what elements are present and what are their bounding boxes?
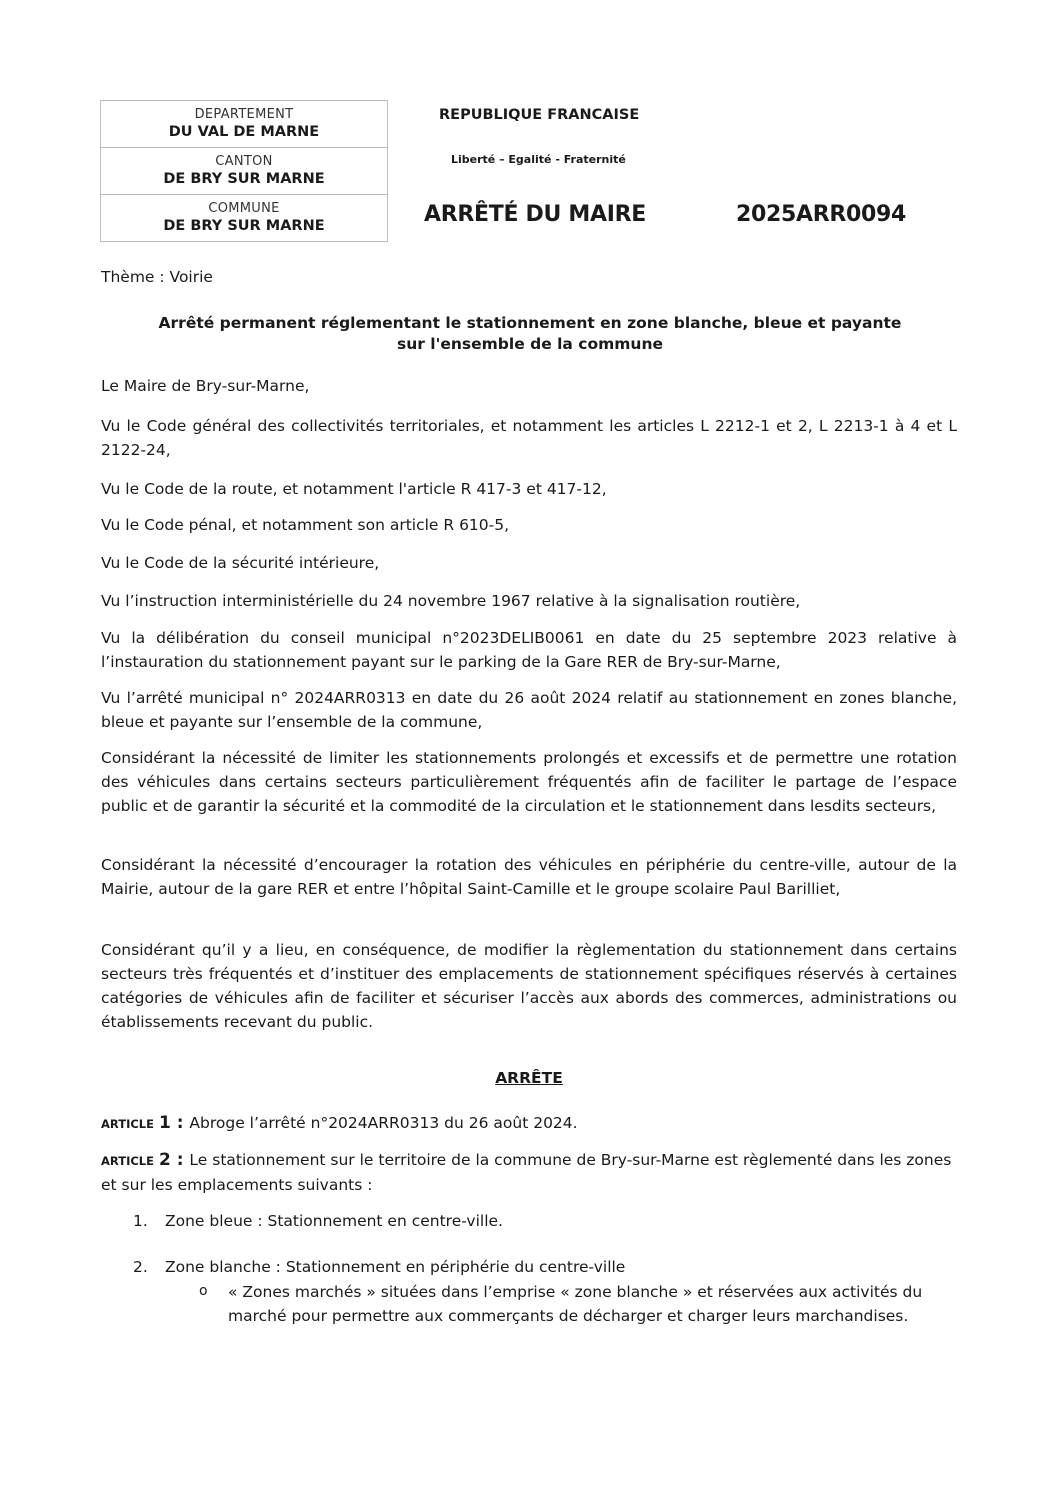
republic-motto: Liberté – Egalité - Fraternité xyxy=(451,153,626,166)
paragraph-vu-arrete-municipal: Vu l’arrêté municipal n° 2024ARR0313 en date du 26 août 2024 relatif au stationnement en zones blanche, bleue et payante sur l’ensemble de la commune, xyxy=(101,689,957,731)
article-1 xyxy=(101,1111,957,1136)
sub-item-text: « Zones marchés » situées dans l’emprise « zone blanche » et réservées aux activités du marché pour permettre aux commerçants de décharger et charger leurs marchandises. xyxy=(228,1283,923,1325)
article-2-text: Le stationnement sur le territoire de la commune de Bry-sur-Marne est règlementé dans les zones et sur les emplacements suivants : xyxy=(101,1151,952,1194)
article-1-text: Abroge l’arrêté n°2024ARR0313 du 26 août 2024. xyxy=(189,1114,578,1132)
commune-cell xyxy=(101,195,387,241)
commune-value: DE BRY SUR MARNE xyxy=(163,218,325,234)
paragraph-considerant-3: Considérant qu’il y a lieu, en conséquence, de modifier la règlementation du stationnement dans certains secteurs très fréquentés et d’instituer des emplacements de stationnement spécifiques réservés à certaines catégories de véhicules afin de faciliter et sécuriser l’accès aux abords des commerces, administrations ou établissements recevant du public. xyxy=(101,941,957,1031)
arrete-heading: ARRÊTE xyxy=(495,1069,563,1087)
departement-cell xyxy=(101,101,387,148)
departement-value: DU VAL DE MARNE xyxy=(168,124,320,140)
canton-cell xyxy=(101,148,387,195)
paragraph-maire: Le Maire de Bry-sur-Marne, xyxy=(101,377,310,395)
paragraph-vu-instruction: Vu l’instruction interministérielle du 24 novembre 1967 relative à la signalisation routière, xyxy=(101,592,801,610)
paragraph-vu-deliberation: Vu la délibération du conseil municipal n°2023DELIB0061 en date du 25 septembre 2023 relative à l’instauration du stationnement payant sur le parking de la Gare RER de Bry-sur-Marne, xyxy=(101,629,957,671)
paragraph-vu-code-securite: Vu le Code de la sécurité intérieure, xyxy=(101,554,380,572)
list-item-number: 2. xyxy=(133,1258,148,1276)
canton-value: DE BRY SUR MARNE xyxy=(163,171,325,187)
theme-line: Thème : Voirie xyxy=(101,268,213,286)
document-type-title: ARRÊTÉ DU MAIRE xyxy=(424,202,646,227)
article-1-number: 1 xyxy=(158,1113,171,1133)
paragraph-considerant-2: Considérant la nécessité d’encourager la rotation des véhicules en périphérie du centre-ville, autour de la Mairie, autour de la gare RER et entre l’hôpital Saint-Camille et le groupe scolaire Paul Barilliet, xyxy=(101,856,957,898)
article-2-number: 2 xyxy=(158,1150,171,1170)
document-title xyxy=(100,313,960,355)
sub-bullet: o xyxy=(199,1283,208,1299)
article-2-label: ARTICLE xyxy=(101,1154,154,1168)
document-number: 2025ARR0094 xyxy=(736,202,907,227)
list-item-text: Zone bleue : Stationnement en centre-ville. xyxy=(165,1212,503,1230)
article-1-label: ARTICLE xyxy=(101,1117,154,1131)
administrative-header-box xyxy=(100,100,388,242)
paragraph-considerant-1: Considérant la nécessité de limiter les stationnements prolongés et excessifs et de permettre une rotation des véhicules dans certains secteurs particulièrement fréquentés afin de faciliter le partage de l’espace public et de garantir la sécurité et la commodité de la circulation et le stationnement dans lesdits secteurs, xyxy=(101,749,957,815)
document-title-line-1: Arrêté permanent réglementant le stationnement en zone blanche, bleue et payante xyxy=(158,314,902,332)
article-2 xyxy=(101,1148,957,1197)
article-1-separator: : xyxy=(170,1113,190,1133)
paragraph-vu-code-penal: Vu le Code pénal, et notamment son article R 610-5, xyxy=(101,516,510,534)
commune-label: COMMUNE xyxy=(208,201,280,216)
paragraph-vu-code-route: Vu le Code de la route, et notamment l'article R 417-3 et 417-12, xyxy=(101,480,607,498)
article-2-separator: : xyxy=(170,1150,190,1170)
document-title-line-2: sur l'ensemble de la commune xyxy=(396,335,663,353)
paragraph-vu-cgct: Vu le Code général des collectivités territoriales, et notamment les articles L 2212-1 et 2, L 2213-1 à 4 et L 2122-24, xyxy=(101,417,957,459)
departement-label: DEPARTEMENT xyxy=(194,107,294,122)
republic-heading: REPUBLIQUE FRANCAISE xyxy=(439,107,640,123)
canton-label: CANTON xyxy=(215,154,273,169)
list-item-number: 1. xyxy=(133,1212,148,1230)
list-item-text: Zone blanche : Stationnement en périphérie du centre-ville xyxy=(165,1258,626,1276)
